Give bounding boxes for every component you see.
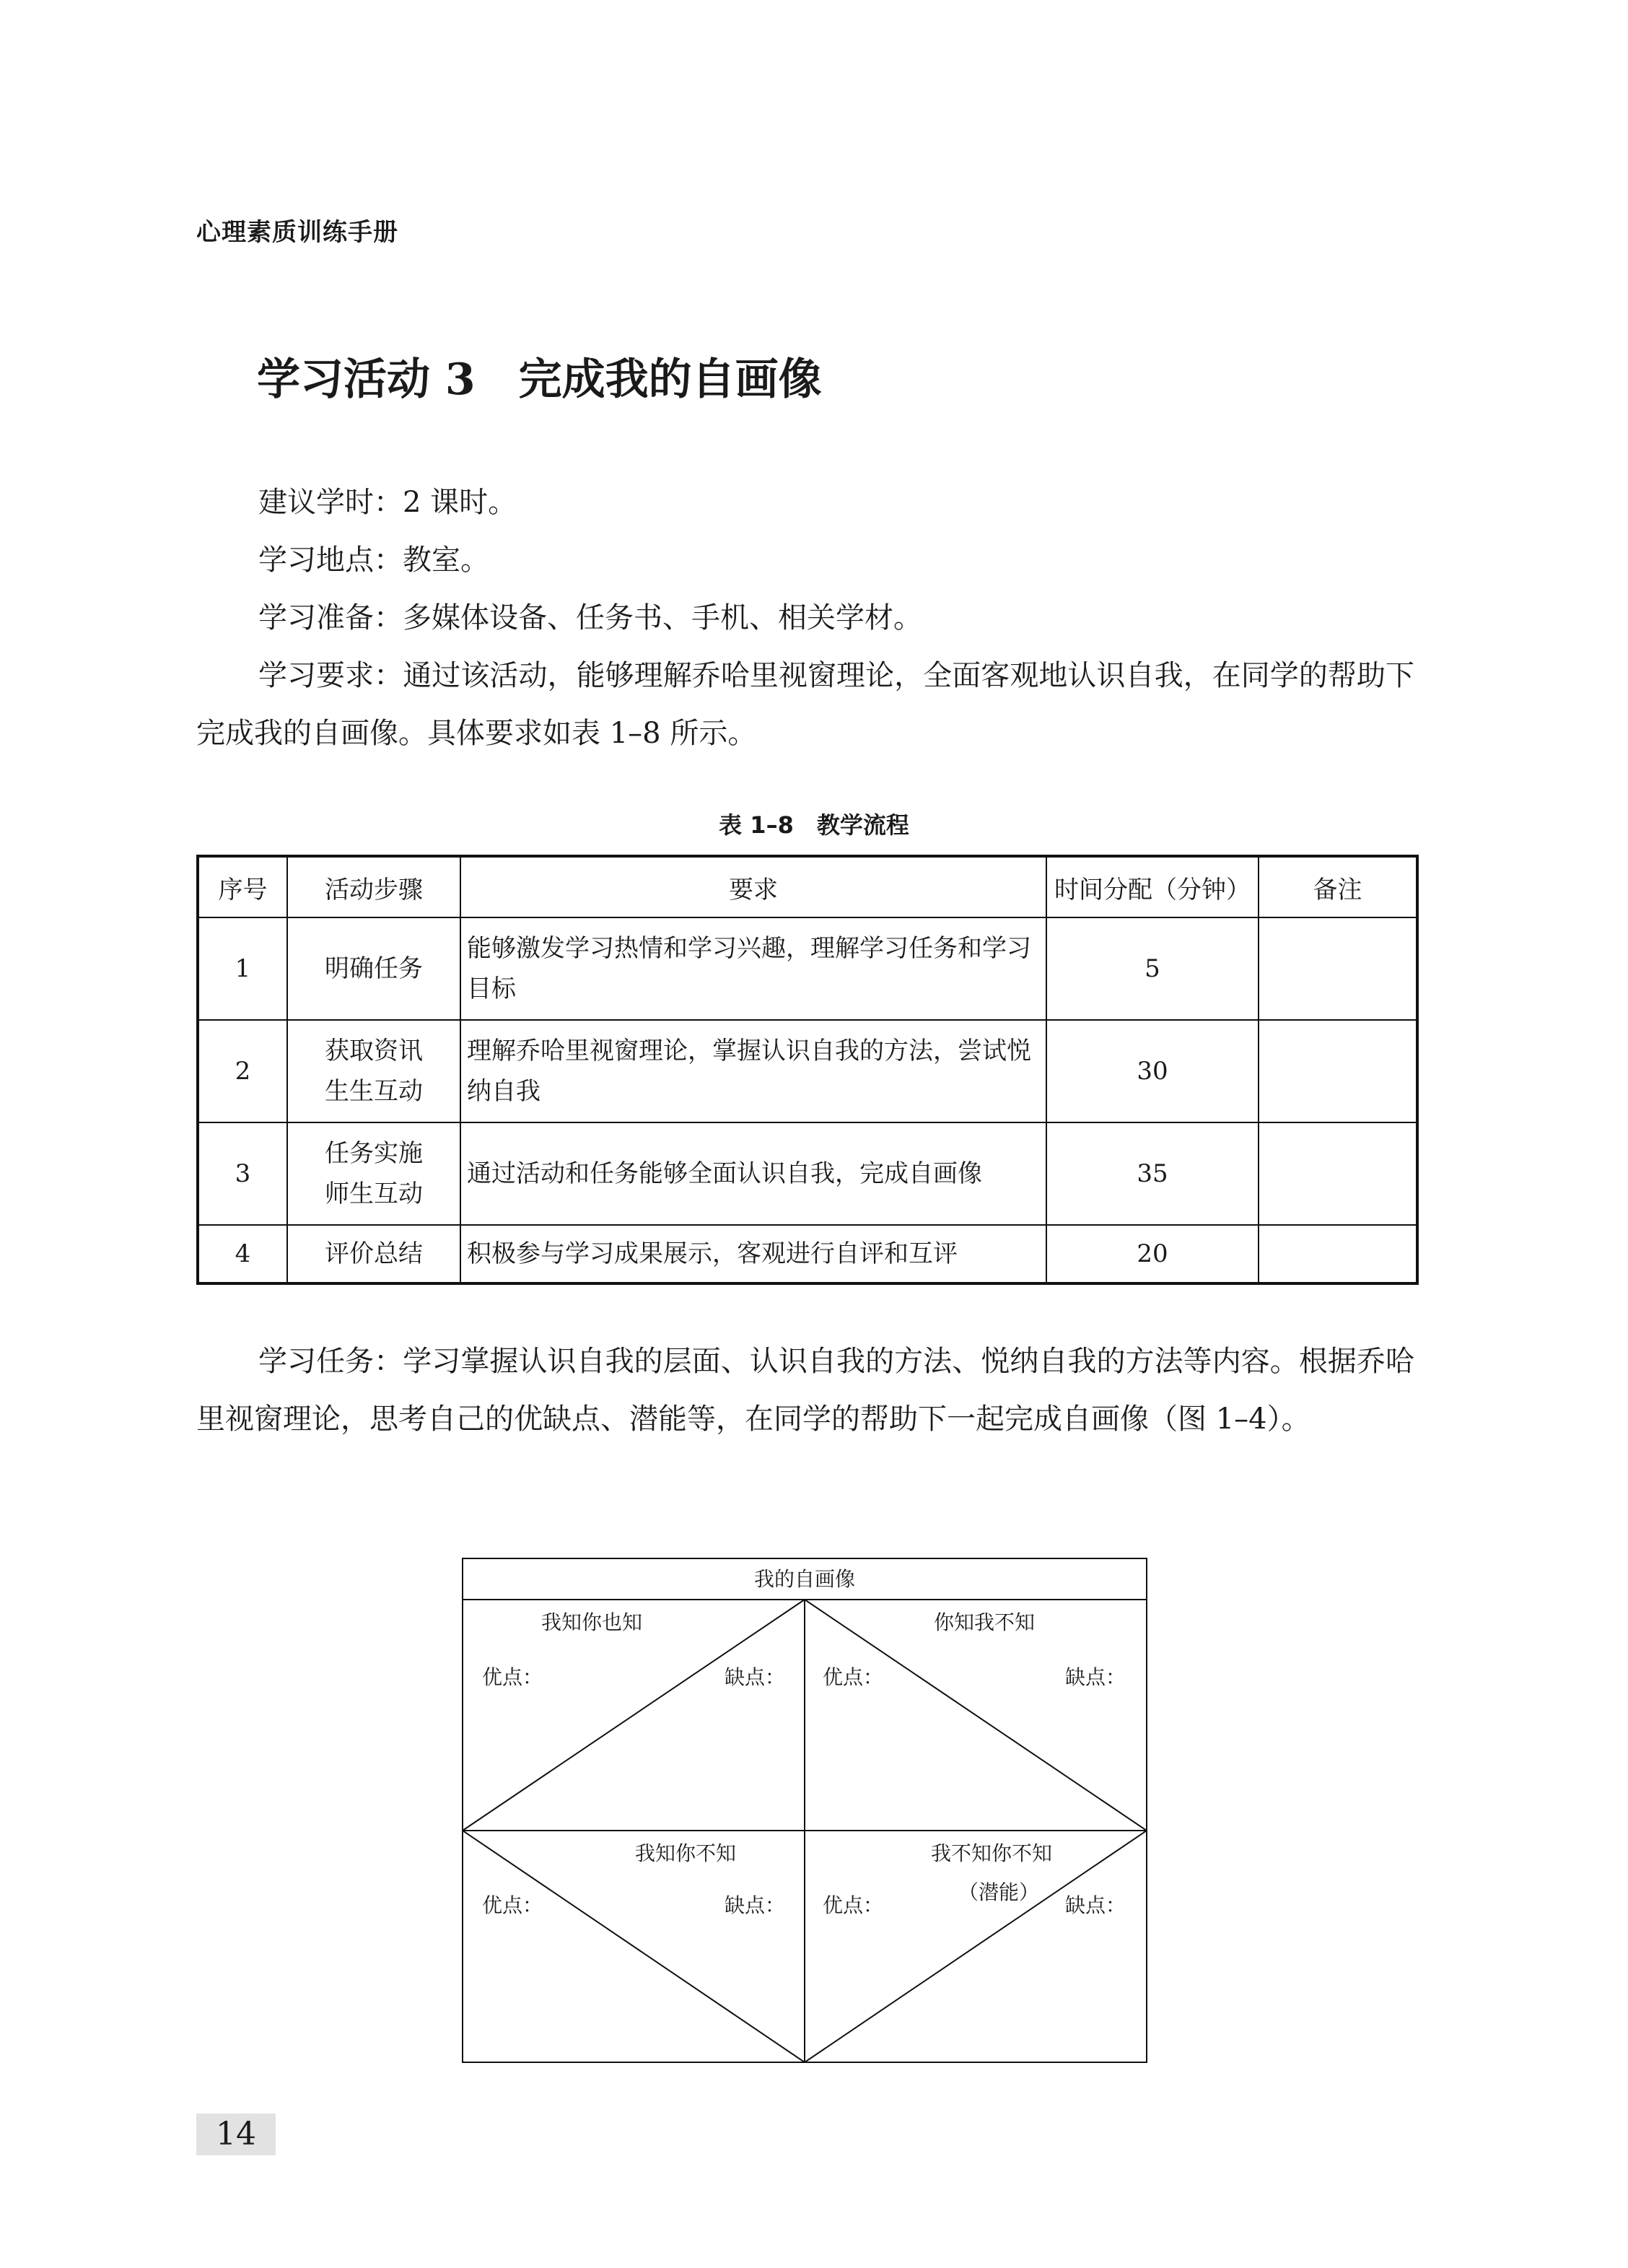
- cons-label: 缺点：: [1065, 1665, 1126, 1689]
- row-no: 2: [198, 1020, 287, 1122]
- row-time: 35: [1046, 1122, 1259, 1225]
- row-requirement: 能够激发学习热情和学习兴趣，理解学习任务和学习目标: [460, 917, 1046, 1020]
- header-time: 时间分配（分钟）: [1046, 856, 1259, 917]
- intro-location: 学习地点：教室。: [258, 544, 489, 577]
- cons-label: 缺点：: [725, 1893, 786, 1917]
- pros-label: 优点：: [823, 1665, 884, 1689]
- row-note: [1259, 917, 1417, 1020]
- table-header-row: [198, 856, 1417, 917]
- step-line: 生生互动: [325, 1077, 423, 1106]
- running-head: 心理素质训练手册: [196, 218, 398, 247]
- row-time: 5: [1046, 917, 1259, 1020]
- row-requirement: 通过活动和任务能够全面认识自我，完成自画像: [460, 1122, 1046, 1225]
- pros-label: 优点：: [482, 1665, 543, 1689]
- teaching-flow-table: [196, 855, 1419, 1285]
- row-requirement: 理解乔哈里视窗理论，掌握认识自我的方法，尝试悦纳自我: [460, 1020, 1046, 1122]
- row-note: [1259, 1122, 1417, 1225]
- self-portrait-figure: [462, 1558, 1147, 2063]
- step-line: 评价总结: [325, 1239, 423, 1268]
- quadrant-top-left-label: 我知你也知: [541, 1610, 643, 1634]
- row-steps: [287, 1122, 460, 1225]
- row-requirement: 积极参与学习成果展示，客观进行自评和互评: [460, 1225, 1046, 1283]
- row-no: 4: [198, 1225, 287, 1283]
- pros-label: 优点：: [482, 1893, 543, 1917]
- row-time: 20: [1046, 1225, 1259, 1283]
- row-note: [1259, 1020, 1417, 1122]
- row-note: [1259, 1225, 1417, 1283]
- header-requirement: 要求: [460, 856, 1046, 917]
- cons-label: 缺点：: [725, 1665, 786, 1689]
- table-caption: 表 1–8 教学流程: [719, 811, 909, 839]
- step-line: 获取资讯: [325, 1037, 423, 1065]
- step-line: 明确任务: [325, 954, 423, 983]
- table-row: [198, 1122, 1417, 1225]
- potential-note: （潜能）: [958, 1880, 1040, 1904]
- pros-label: 优点：: [823, 1893, 884, 1917]
- figure-title: 我的自画像: [753, 1567, 855, 1591]
- quadrant-bottom-right-label: 我不知你不知: [931, 1841, 1053, 1865]
- table-row: [198, 1225, 1417, 1283]
- header-steps: 活动步骤: [287, 856, 460, 917]
- page-number: 14: [196, 2114, 276, 2155]
- row-steps: [287, 1020, 460, 1122]
- header-note: 备注: [1259, 856, 1417, 917]
- cons-label: 缺点：: [1065, 1893, 1126, 1917]
- intro-requirement: 学习要求：通过该活动，能够理解乔哈里视窗理论，全面客观地认识自我，在同学的帮助下完成我的自画像。具体要求如表 1–8 所示。: [196, 659, 1414, 750]
- row-no: 1: [198, 917, 287, 1020]
- quadrant-top-right-label: 你知我不知: [934, 1610, 1036, 1634]
- intro-hours: 建议学时：2 课时。: [258, 486, 517, 519]
- quadrant-bottom-left-label: 我知你不知: [635, 1841, 737, 1865]
- header-no: 序号: [198, 856, 287, 917]
- row-steps: [287, 1225, 460, 1283]
- step-line: 任务实施: [325, 1139, 423, 1168]
- row-no: 3: [198, 1122, 287, 1225]
- step-line: 师生互动: [325, 1179, 423, 1208]
- section-title: 学习活动 3 完成我的自画像: [257, 354, 822, 405]
- intro-block: [196, 474, 1414, 762]
- row-time: 30: [1046, 1020, 1259, 1122]
- task-paragraph: 学习任务：学习掌握认识自我的层面、认识自我的方法、悦纳自我的方法等内容。根据乔哈里视窗理论，思考自己的优缺点、潜能等，在同学的帮助下一起完成自画像（图 1–4）。: [196, 1345, 1414, 1436]
- table-row: [198, 1020, 1417, 1122]
- row-steps: [287, 917, 460, 1020]
- intro-preparation: 学习准备：多媒体设备、任务书、手机、相关学材。: [258, 601, 922, 634]
- table-row: [198, 917, 1417, 1020]
